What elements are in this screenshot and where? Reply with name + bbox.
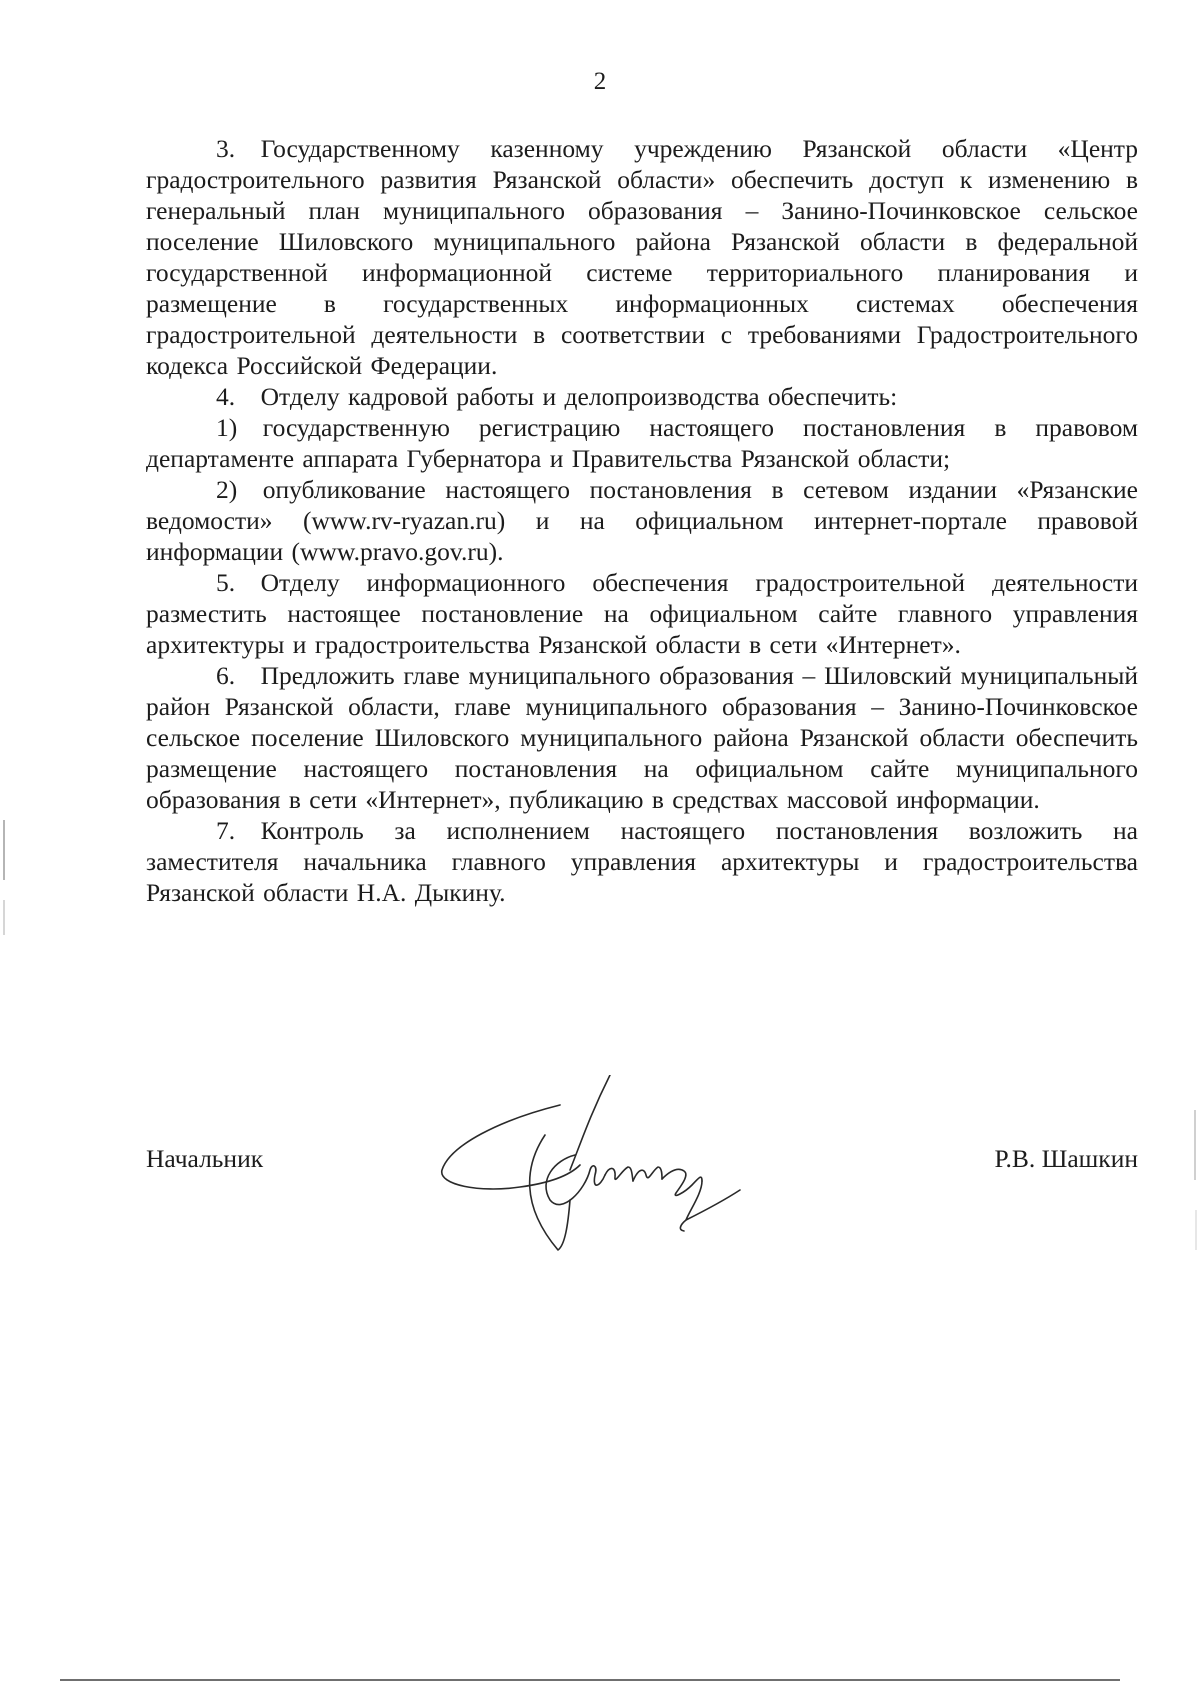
paragraph-6-municipal-heads: 6. Предложить главе муниципального образования – Шиловский муниципальный район Рязанской области, главе муниципального образования – Занино-Починковское сельское поселение Шиловского муниципального района Рязанской области обеспечить размещение настоящего постановления на официальном сайте муниципального образования в сети «Интернет», публикацию в средствах массовой информации. [146,661,1138,814]
subparagraph-4-2-publication: 2) опубликование настоящего постановления в сетевом издании «Рязанские ведомости» (www.rv-ryazan.ru) и на официальном интернет-портале правовой информации (www.pravo.gov.ru). [146,475,1138,566]
paragraph-7-control: 7. Контроль за исполнением настоящего постановления возложить на заместителя начальника главного управления архитектуры и градостроительства Рязанской области Н.А. Дыкину. [146,816,1138,907]
handwritten-signature [440,1075,770,1275]
signer-name: Р.В. Шашкин [994,1144,1138,1173]
subparagraph-4-1-registration: 1) государственную регистрацию настоящего постановления в правовом департаменте аппарата Губернатора и Правительства Рязанской области; [146,413,1138,473]
page-number: 2 [593,68,607,95]
paragraph-5-info-department: 5. Отделу информационного обеспечения градостроительной деятельности разместить настоящее постановление на официальном сайте главного управления архитектуры и градостроительства Рязанской области в сети «Интернет». [146,568,1138,659]
scan-bottom-edge [60,1679,1120,1681]
signer-position: Начальник [146,1144,264,1173]
paragraph-4-hr-office: 4. Отделу кадровой работы и делопроизводства обеспечить: [216,382,898,411]
document-body [146,133,1138,908]
paragraph-3-cgr-access: 3. Государственному казенному учреждению Рязанской области «Центр градостроительного развития Рязанской области» обеспечить доступ к изменению в генеральный план муниципального образования – Занино-Починковское сельское поселение Шиловского муниципального района Рязанской области в федеральной государственной информационной системе территориального планирования и размещение в государственных информационных системах обеспечения градостроительной деятельности в соответствии с требованиями Градостроительного кодекса Российской Федерации. [146,134,1138,380]
